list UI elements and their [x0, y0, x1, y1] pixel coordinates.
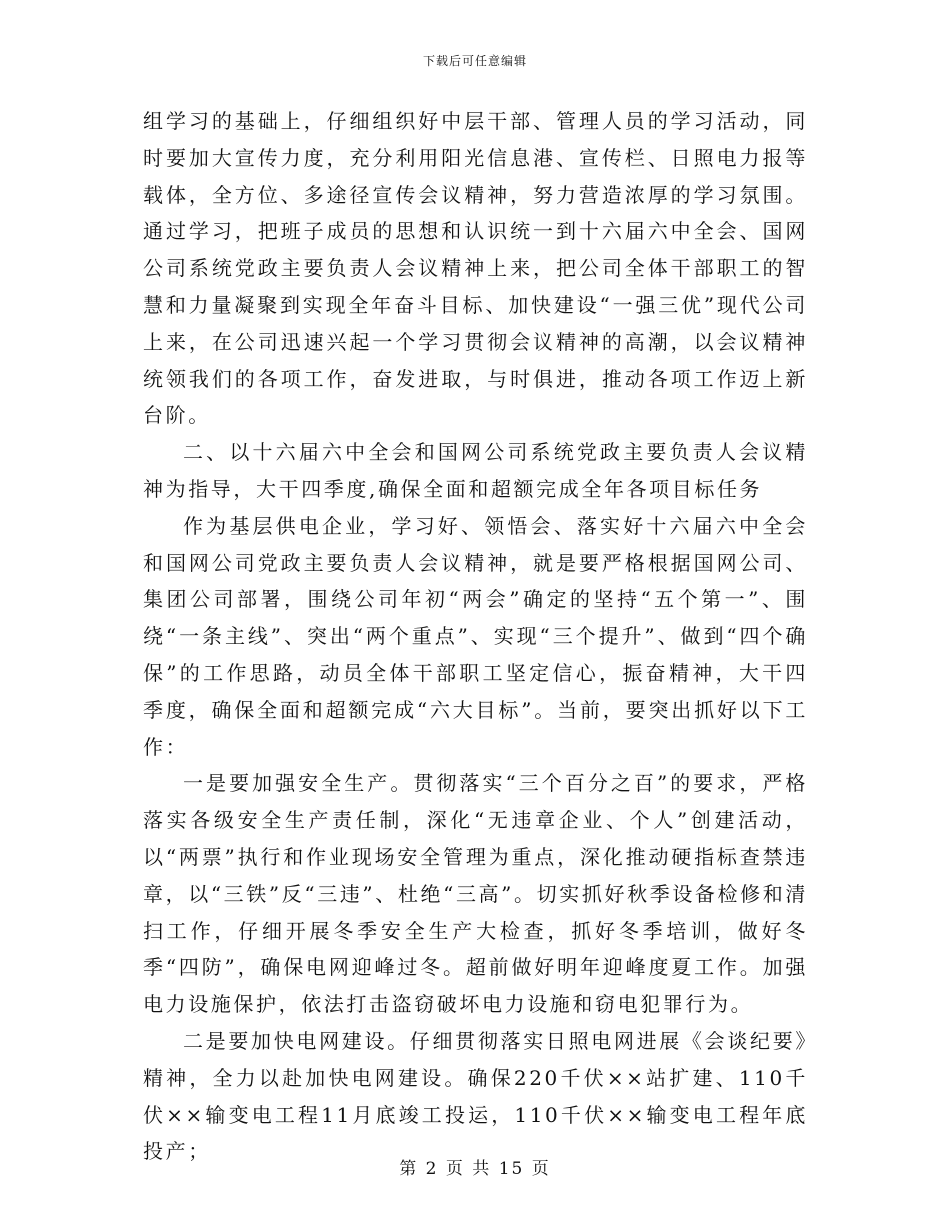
page-header: 下载后可任意编辑	[422, 54, 527, 68]
paragraph-safety-production: 一是要加强安全生产。贯彻落实“三个百分之百”的要求，严格落实各级安全生产责任制，深化“无违章企业、个人”创建活动，以“两票”执行和作业现场安全管理为重点，深化推动硬指标查禁违章，以“三铁”反“三违”、杜绝“三高”。切实抓好秋季设备检修和清扫工作，仔细开展冬季安全生产大检查，抓好冬季培训，做好冬季“四防”，确保电网迎峰过冬。超前做好明年迎峰度夏工作。加强电力设施保护，依法打击盗窃破坏电力设施和窃电犯罪行为。	[143, 771, 808, 1017]
paragraph-study-activities: 组学习的基础上，仔细组织好中层干部、管理人员的学习活动，同时要加大宣传力度，充分利用阳光信息港、宣传栏、日照电力报等载体，全方位、多途径宣传会议精神，努力营造浓厚的学习氛围。通过学习，把班子成员的思想和认识统一到十六届六中全会、国网公司系统党政主要负责人会议精神上来，把公司全体干部职工的智慧和力量凝聚到实现全年奋斗目标、加快建设“一强三优”现代公司上来，在公司迅速兴起一个学习贯彻会议精神的高潮，以会议精神统领我们的各项工作，奋发进取，与时俱进，推动各项工作迈上新台阶。	[143, 109, 808, 428]
document-body	[143, 103, 808, 1170]
paragraph-work-plan: 作为基层供电企业，学习好、领悟会、落实好十六届六中全会和国网公司党政主要负责人会议精神，就是要严格根据国网公司、集团公司部署，围绕公司年初“两会”确定的坚持“五个第一”、围绕“一条主线”、突出“两个重点”、实现“三个提升”、做到“四个确保”的工作思路，动员全体干部职工坚定信心，振奋精神，大干四季度，确保全面和超额完成“六大目标”。当前，要突出抓好以下工作：	[143, 513, 808, 759]
section-heading-2: 二、以十六届六中全会和国网公司系统党政主要负责人会议精神为指导，大干四季度,确保全面和超额完成全年各项目标任务	[143, 440, 808, 501]
paragraph-grid-construction: 二是要加快电网建设。仔细贯彻落实日照电网进展《会谈纪要》精神，全力以赴加快电网建设。确保220千伏××站扩建、110千伏××输变电工程11月底竣工投运，110千伏××输变电工程年底投产；	[143, 1028, 808, 1164]
page-number: 第 2 页 共 15 页	[399, 1159, 551, 1179]
